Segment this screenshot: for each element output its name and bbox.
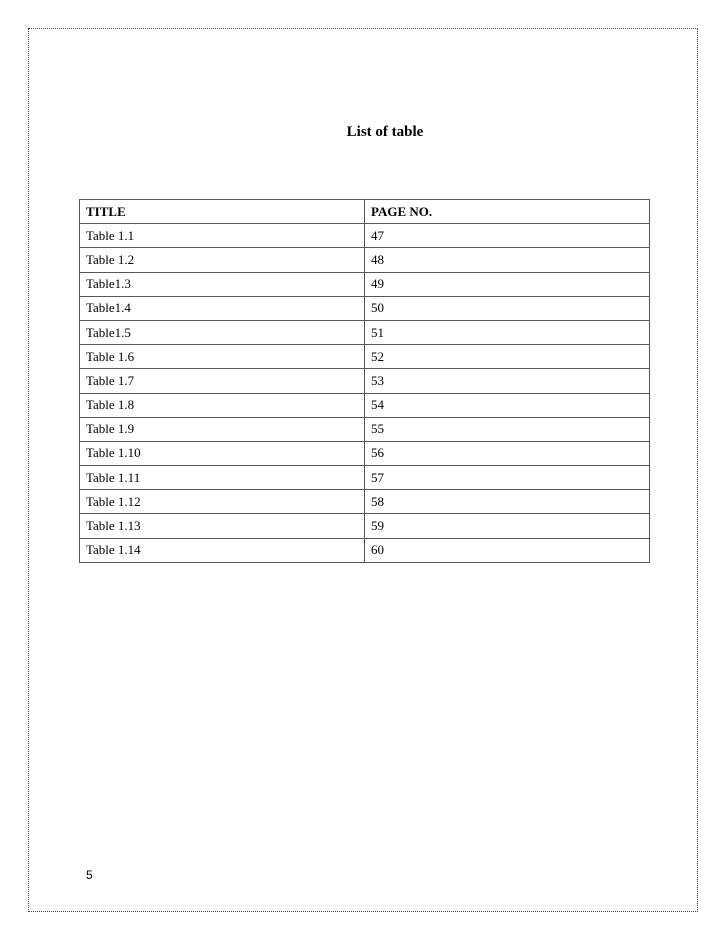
page-title: List of table xyxy=(346,124,424,140)
table-row xyxy=(80,417,650,441)
table-page-cell: 54 xyxy=(365,393,650,417)
table-row xyxy=(80,466,650,490)
table-page-cell: 60 xyxy=(365,538,650,562)
table-row xyxy=(80,345,650,369)
list-of-tables xyxy=(79,199,650,563)
table-title-cell: Table 1.8 xyxy=(80,393,365,417)
table-page-cell: 57 xyxy=(365,466,650,490)
table-title-cell: Table 1.12 xyxy=(80,490,365,514)
table-page-cell: 51 xyxy=(365,320,650,344)
table-row xyxy=(80,441,650,465)
table-title-cell: Table 1.11 xyxy=(80,466,365,490)
table-row xyxy=(80,538,650,562)
table-page-cell: 47 xyxy=(365,224,650,248)
table-title-cell: Table1.3 xyxy=(80,272,365,296)
table-row xyxy=(80,369,650,393)
table-row xyxy=(80,393,650,417)
table-page-cell: 52 xyxy=(365,345,650,369)
table-title-cell: Table 1.7 xyxy=(80,369,365,393)
table-row xyxy=(80,248,650,272)
table-page-cell: 59 xyxy=(365,514,650,538)
table-title-cell: Table 1.9 xyxy=(80,417,365,441)
table-title-cell: Table 1.14 xyxy=(80,538,365,562)
table-title-cell: Table1.4 xyxy=(80,296,365,320)
table-page-cell: 48 xyxy=(365,248,650,272)
table-row xyxy=(80,224,650,248)
page-number: 5 xyxy=(86,868,93,882)
table-title-cell: Table 1.1 xyxy=(80,224,365,248)
table-title-cell: Table1.5 xyxy=(80,320,365,344)
table-row xyxy=(80,490,650,514)
table-page-cell: 49 xyxy=(365,272,650,296)
table-page-cell: 58 xyxy=(365,490,650,514)
table-header-row xyxy=(80,200,650,224)
table-row xyxy=(80,320,650,344)
table-title-cell: Table 1.6 xyxy=(80,345,365,369)
table-page-cell: 56 xyxy=(365,441,650,465)
table-row xyxy=(80,514,650,538)
table-page-cell: 53 xyxy=(365,369,650,393)
column-header-page-no: PAGE NO. xyxy=(365,200,650,224)
table-row xyxy=(80,272,650,296)
column-header-title: TITLE xyxy=(80,200,365,224)
table-title-cell: Table 1.13 xyxy=(80,514,365,538)
table-page-cell: 50 xyxy=(365,296,650,320)
table-page-cell: 55 xyxy=(365,417,650,441)
table-row xyxy=(80,296,650,320)
table-title-cell: Table 1.2 xyxy=(80,248,365,272)
table-title-cell: Table 1.10 xyxy=(80,441,365,465)
